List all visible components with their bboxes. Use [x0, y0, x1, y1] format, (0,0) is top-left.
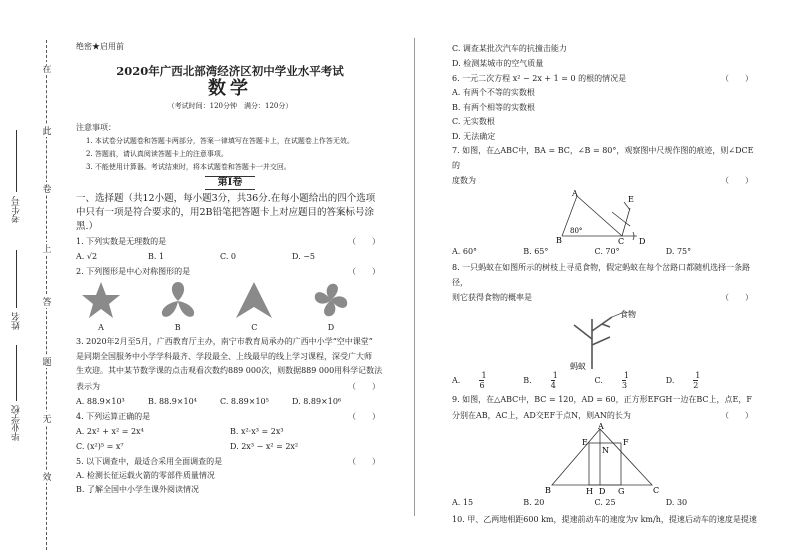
option[interactable]: C. 无实数根	[452, 117, 495, 126]
fig-label: C	[653, 485, 660, 495]
seal-char: 此	[40, 124, 54, 137]
denominator: 6	[479, 381, 485, 390]
field-name-line[interactable]	[16, 250, 17, 308]
option-a-figure[interactable]	[76, 281, 126, 335]
notice-item: 2. 答题前，请认真阅读答题卡上的注意事项。	[86, 150, 228, 158]
option[interactable]	[666, 371, 737, 390]
volume-heading: 第Ⅰ卷	[205, 176, 255, 190]
question-9	[452, 393, 757, 423]
question-1	[76, 234, 384, 249]
denominator: 3	[621, 381, 628, 390]
field-name: 姓名	[12, 312, 22, 330]
option[interactable]	[452, 371, 523, 390]
option[interactable]: B. 1	[148, 252, 165, 261]
option[interactable]: D. 无法确定	[452, 131, 496, 141]
option-letter: C.	[594, 376, 603, 385]
question-4	[76, 409, 384, 424]
field-exam-number: 考生号	[12, 196, 22, 223]
option[interactable]: D. −5	[292, 252, 316, 261]
three-petal-icon	[158, 281, 198, 319]
figure-label: D	[327, 323, 335, 332]
option-b-figure[interactable]	[153, 281, 203, 335]
notice-item: 1. 本试卷分试题卷和答题卡两部分，答案一律填写在答题卡上，在试题卷上作答无效。	[86, 137, 354, 145]
answer-paren: （ ）	[348, 237, 380, 246]
numerator: 1	[552, 371, 558, 380]
denominator: 4	[550, 381, 556, 390]
option[interactable]: C. 70°	[594, 247, 620, 256]
option[interactable]: D. 8.89×10⁶	[292, 396, 342, 406]
fig-label: A	[598, 422, 604, 431]
fig-label: N	[602, 445, 609, 455]
numerator: 1	[695, 371, 701, 380]
seal-char: 效	[40, 470, 54, 483]
q1-options	[76, 249, 384, 264]
option-c-figure[interactable]	[229, 281, 279, 335]
figure-label: B	[174, 323, 181, 332]
question-stem: 2. 下列图形是中心对称图形的是	[76, 267, 191, 276]
q7-options	[452, 244, 757, 259]
seal-char: 答	[40, 295, 54, 308]
figure-label: C	[251, 323, 258, 332]
q7-figure	[452, 188, 757, 244]
option[interactable]: C. 8.89×10⁵	[220, 396, 269, 406]
option[interactable]: D. 检测某城市的空气质量	[452, 58, 544, 68]
option[interactable]: D. 2x³ − x² = 2x²	[230, 441, 299, 451]
q2-figures	[76, 281, 356, 335]
option-letter: D.	[665, 376, 675, 385]
question-2	[76, 264, 384, 279]
field-school: 毕业学校	[12, 405, 22, 441]
fig-label: D	[599, 486, 606, 495]
answer-paren: （ ）	[721, 176, 753, 185]
option[interactable]: B. 了解全国中小学生课外阅读情况	[76, 485, 199, 494]
question-3	[76, 335, 384, 394]
option[interactable]: A. 有两个不等的实数根	[452, 88, 535, 97]
option-d-figure[interactable]	[306, 281, 356, 335]
question-10: 10. 甲、乙两地相距600 km，提速前动车的速度为v km/h，提速后动车的速度是提速	[452, 514, 757, 524]
question-line: 生欢迎。其中某节数学课的点击观看次数约889 000次，则数据889 000用科学记数法	[76, 366, 383, 375]
answer-paren: （ ）	[721, 410, 753, 420]
seal-char: 在	[40, 62, 54, 75]
question-line: 3. 2020年2月至5月，广西教育厅主办，南宁市教育局承办的广西中小学“空中课堂”	[76, 337, 373, 346]
question-line: 分别在AB，AC上，AD交EF于点N，则AN的长为	[452, 410, 631, 420]
option[interactable]: D. 30	[665, 497, 688, 507]
food-label: 食物	[620, 310, 636, 319]
option[interactable]: A. 检测长征运载火箭的零部件质量情况	[76, 470, 215, 480]
binding-strip	[0, 0, 62, 560]
option[interactable]: A. 15	[452, 497, 474, 507]
q8-figure	[452, 305, 757, 371]
seal-char: 上	[40, 242, 54, 255]
four-petal-icon	[311, 281, 351, 319]
question-stem: 4. 下列运算正确的是	[76, 411, 151, 421]
seal-char: 无	[40, 412, 54, 425]
fig-label: D	[639, 237, 646, 244]
fig-label: C	[618, 237, 625, 244]
numerator: 1	[481, 371, 487, 380]
ant-label: 蚂蚁	[570, 362, 586, 371]
denominator: 2	[693, 381, 699, 390]
column-divider	[414, 38, 415, 516]
option-letter: B.	[523, 376, 532, 385]
answer-paren: （ ）	[721, 293, 753, 302]
answer-paren: （ ）	[348, 456, 380, 466]
numerator: 1	[623, 371, 630, 380]
option[interactable]: C. (x²)⁵ = x⁷	[76, 441, 124, 451]
fig-label: A	[572, 189, 578, 198]
question-line: 表示为	[76, 381, 100, 391]
notice-heading: 注意事项：	[76, 123, 116, 132]
option[interactable]: A. √2	[76, 252, 98, 261]
option[interactable]	[523, 371, 594, 390]
arrowhead-icon	[234, 281, 274, 319]
option[interactable]: D. 75°	[665, 247, 692, 256]
section-heading: 一、选择题（共12小题，每小题3分，共36分.在每小题给出的四个选项中只有一项是符合要求的，用2B铅笔把答题卡上对应题目的答案标号涂黑.）	[76, 193, 376, 232]
fig-label: H	[586, 486, 593, 495]
option[interactable]: A. 60°	[452, 247, 478, 256]
option[interactable]: B. 65°	[523, 247, 549, 256]
option[interactable]: A. 2x² + x² = 2x⁴	[76, 426, 144, 436]
left-column	[76, 40, 384, 498]
option[interactable]: C. 调查某批次汽车的抗撞击能力	[452, 44, 567, 53]
star-icon	[81, 281, 121, 319]
option[interactable]: B. 20	[523, 497, 545, 507]
option[interactable]: B. 88.9×10⁴	[148, 396, 197, 406]
option[interactable]: B. x²·x³ = 2x³	[230, 426, 284, 436]
right-column	[452, 42, 757, 527]
q3-options	[76, 394, 384, 409]
q9-options	[452, 495, 757, 510]
question-5	[76, 454, 384, 469]
question-line: 9. 如图，在△ABC中，BC = 120，AD = 60，正方形EFGH一边在BC上，点E，F	[452, 395, 752, 404]
question-stem: 5. 以下调查中，最适合采用全面调查的是	[76, 456, 223, 466]
answer-paren: （ ）	[348, 411, 380, 421]
answer-paren: （ ）	[348, 267, 380, 276]
fraction	[544, 371, 562, 390]
exam-title: 2020年广西北部湾经济区初中学业水平考试	[116, 64, 344, 78]
time-info: （考试时间：120分钟 满分：120分）	[167, 102, 293, 110]
option[interactable]: C. 0	[220, 252, 237, 261]
option[interactable]	[595, 371, 666, 390]
notice-item: 3. 不能使用计算器。考试结束时，将本试题卷和答题卡一并交回。	[86, 163, 291, 171]
q4-options	[76, 424, 384, 439]
fig-label: E	[582, 437, 588, 447]
question-7	[452, 144, 757, 188]
fraction	[473, 371, 491, 390]
question-line: 度数为	[452, 176, 476, 185]
exam-subject: 数学	[208, 78, 252, 99]
question-line: 是同期全国服务中小学学科最齐、学段最全、上线最早的线上学习课程，深受广大师	[76, 351, 372, 361]
fig-label: F	[623, 437, 629, 447]
figure-label: A	[98, 323, 104, 332]
option-letter: A.	[452, 376, 461, 385]
seal-char: 卷	[40, 182, 54, 195]
answer-paren: （ ）	[721, 74, 753, 83]
fraction	[687, 371, 705, 390]
question-line: 8. 一只蚂蚁在如图所示的树枝上寻觅食物，假定蚂蚁在每个岔路口都随机选择一条路径，	[452, 263, 751, 287]
seal-char: 题	[40, 355, 54, 368]
secret-mark: 绝密★启用前	[76, 42, 124, 51]
question-line: 7. 如图，在△ABC中，BA = BC，∠B = 80°，观察图中尺规作图的痕迹，则∠DCE的	[452, 146, 754, 170]
question-stem: 6. 一元二次方程 x² − 2x + 1 = 0 的根的情况是	[452, 74, 627, 83]
fig-label: B	[545, 485, 551, 495]
question-8	[452, 261, 757, 305]
option[interactable]: C. 25	[594, 497, 616, 507]
field-school-line[interactable]	[16, 345, 17, 401]
question-stem: 1. 下列实数是无理数的是	[76, 237, 167, 246]
question-line: 则它获得食物的概率是	[452, 293, 532, 302]
answer-paren: （ ）	[348, 381, 380, 391]
fig-label: B	[556, 236, 562, 244]
field-exam-number-line[interactable]	[16, 130, 17, 192]
fig-label: G	[618, 486, 625, 495]
fraction	[615, 371, 633, 390]
q9-figure	[452, 423, 757, 495]
option[interactable]: B. 有两个相等的实数根	[452, 102, 535, 112]
q4-options	[76, 439, 384, 454]
q8-options	[452, 371, 757, 390]
question-6	[452, 71, 757, 86]
fig-label: E	[628, 195, 634, 204]
fig-angle-label: 80°	[570, 227, 583, 235]
option[interactable]: A. 88.9×10³	[76, 396, 125, 406]
